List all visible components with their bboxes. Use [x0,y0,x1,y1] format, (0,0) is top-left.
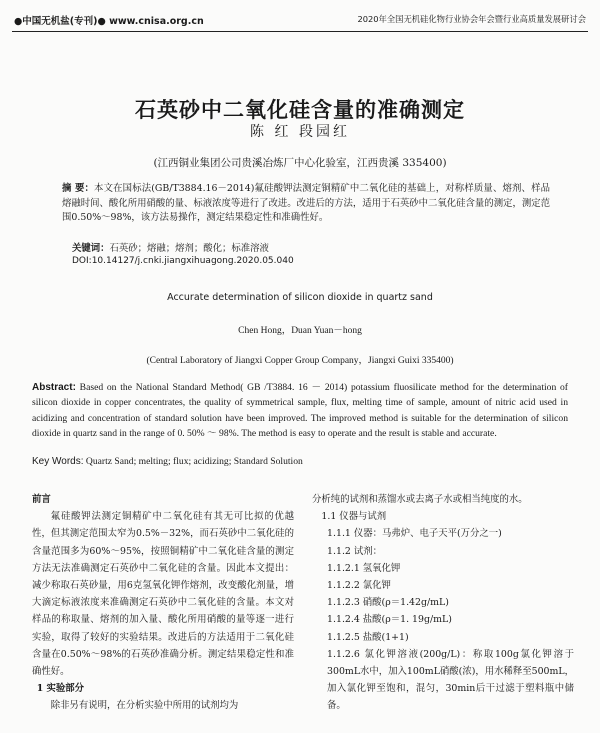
continued-paragraph: 分析纯的试剂和蒸馏水或去离子水或相当纯度的水。 [312,494,528,505]
header-rule [12,31,588,32]
keywords-cn [72,240,269,254]
list-item: 1.1.2.3 硝酸(ρ＝1.42g/mL) [327,597,449,609]
affiliation-en: (Central Laboratory of Jiangxi Copper Group Company，Jiangxi Guixi 335400) [146,356,454,366]
abstract-en [32,380,568,442]
keywords-cn-text: 石英砂；熔融；熔剂；酸化；标准溶液 [109,243,269,254]
subsection-heading: 1.1 仪器与试剂 [321,511,387,523]
abstract-en-label: Abstract: [32,382,76,393]
keywords-en-label: Key Words: [32,456,84,467]
abstract-cn-text: 本文在国标法(GB/T3884.16－2014)氟硅酸钾法测定铜精矿中二氧化硅的基础上，对称样质量、熔剂、样品熔融时间、酸化所用硝酸的量、标液浓度等进行了改进。改进后的方法，适用于石英砂中二氧化硅含量的测定，测定范围0.50%～98%，该方法易操作，测定结果稳定性和准确性好。 [62,183,550,223]
paper-title: 石英砂中二氧化硅含量的准确测定 [135,97,465,122]
section-heading: 1 实验部分 [36,683,84,695]
list-item: 1.1.2 试剂： [327,545,382,557]
list-item: 1.1.2.5 盐酸(1+1) [327,631,409,643]
journal-name: ●中国无机盐(专刊)● www.cnisa.org.cn [14,16,204,27]
list-item: 1.1.2.4 盐酸(ρ＝1. 19g/mL) [327,614,452,626]
preface-paragraph: 氟硅酸钾法测定铜精矿中二氧化硅有其无可比拟的优越性，但其测定范围太窄为0.5%－32%，而石英砂中二氧化硅的含量范围多为60%～95%，按照铜精矿中二氧化硅含量的测定方法无法准确测定石英砂中二氧化硅的含量。因此本文提出：减少称取石英砂量，用6克氢氧化钾作熔剂，改变酸化剂量，增大滴定标液浓度来准确测定石英砂中二氧化硅的含量。本文对样品的称取量、熔剂的加入量、酸化所用硝酸的量等逐一进行实验，取得了较好的实验结果。改进后的方法适用于二氧化硅含量在0.50%～98%的石英砂准确分析。测定结果稳定性和准确性好。 [32,511,294,678]
list-item: 1.1.2.6 氯化钾溶液(200g/L)：称取100g氯化钾溶于300mL水中，加入100mL硝酸(浓)，用水稀释至500mL，加入氯化钾至饱和，混匀，30min后干过滤于塑料瓶中储备。 [327,648,575,712]
authors: 陈 红 段园红 [250,124,350,140]
abstract-cn [62,182,550,226]
section-paragraph: 除非另有说明，在分析实验中所用的试剂均为 [50,700,239,712]
keywords-en-text: Quartz Sand; melting; flux; acidizing; Standard Solution [85,456,303,467]
running-header [0,0,600,26]
keywords-cn-label: 关键词： [72,243,110,254]
body-left-column [32,491,294,715]
preface-heading: 前言 [32,494,51,505]
affiliation: (江西铜业集团公司贵溪冶炼厂中心化验室，江西贵溪 335400) [153,157,447,169]
list-item: 1.1.1 仪器：马弗炉、电子天平(万分之一) [327,528,502,540]
conference-name: 2020年全国无机硅化物行业协会年会暨行业高质量发展研讨会 [357,14,586,24]
abstract-en-text: Based on the National Standard Method( GB /T3884. 16 － 2014) potassium fluosilicate method for the determination of silicon dioxide in copper concentrates, the quality of symmetrical sample, flux, melting time of sample, amount of nitric acid used in acidizing and concentration of standard solution have been improved. The improved method is suitable for the determination of silicon dioxide in quartz sand in the range of 0. 50% ～ 98%. The method is easy to operate and the result is stable and accurate. [32,382,568,440]
keywords-en [32,456,303,467]
doi: DOI:10.14127/j.cnki.jiangxihuagong.2020.05.040 [72,256,294,266]
list-item: 1.1.2.2 氯化钾 [327,580,391,592]
list-item: 1.1.2.1 氢氧化钾 [327,562,401,574]
abstract-cn-label: 摘 要： [62,183,95,194]
body-right-column [312,491,574,715]
title-en: Accurate determination of silicon dioxide in quartz sand [167,292,433,303]
authors-en: Chen Hong，Duan Yuan－hong [238,326,362,336]
